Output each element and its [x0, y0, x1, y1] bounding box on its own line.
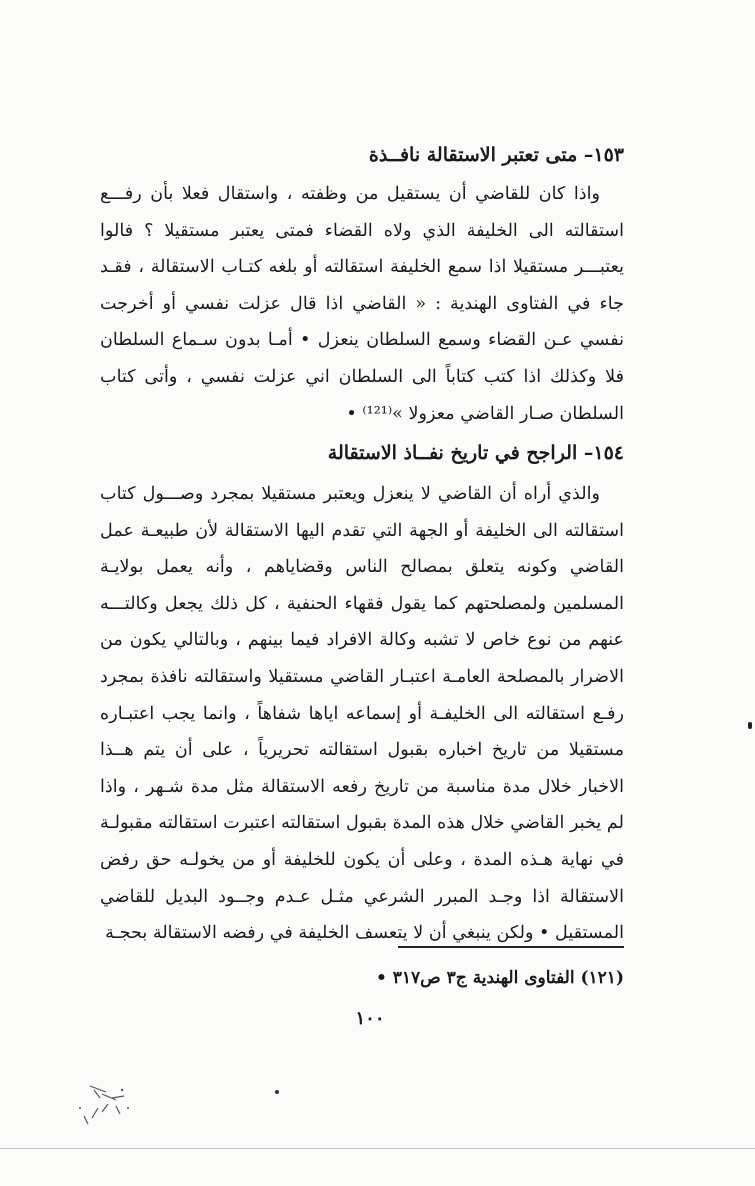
- margin-speck: [748, 722, 752, 729]
- section-154: [100, 436, 624, 952]
- section-153-heading: ١٥٣– متى تعتبر الاستقالة نافــذة: [368, 144, 624, 166]
- footnote: (١٢١) الفتاوى الهندية ج٣ ص٣١٧ •: [375, 968, 624, 988]
- scan-edge-line: [0, 1148, 755, 1149]
- footnote-divider: [398, 946, 624, 948]
- section-153-paragraph: واذا كان للقاضي أن يستقيل من وظفته ، واستقال فعلا بأن رفـــع استقالته الى الخليفة الذي ولاه القضاء فمتى يعتبر مستقيلا ؟ فالوا يعتبـــر مستقيلا اذا سمع الخليفة استقالته أو بلغه كتـاب الاستقالة ، فقـد جاء في الفتاوى الهندية : « القاضي اذا قال عزلت نفسي أو أخرجت نفسي عـن القضاء وسمع السلطان ينعزل • أمـا بدون سـماع السلطان فلا وكذلك اذا كتب كتاباً الى السلطان اني عزلت نفسي ، وأتى كتاب السلطان صـار القاضي معزولا »⁽¹²¹⁾ •: [100, 184, 624, 424]
- scan-noise-mark: [72, 1078, 142, 1130]
- section-154-heading: ١٥٤– الراجح في تاريخ نفــاذ الاستقالة: [327, 442, 624, 464]
- page-number: ١٠٠: [355, 1008, 385, 1029]
- scan-dot: [275, 1090, 279, 1094]
- section-153: [100, 138, 624, 432]
- section-154-paragraph: والذي أراه أن القاضي لا ينعزل ويعتبر مستقيلا بمجرد وصـــول كتاب استقالته الى الخليفة أو الجهة التي تقدم اليها الاستقالة لأن طبيعـة عمل القاضي وكونه يتعلق بمصالح الناس وقضاياهم ، وأنه يعمل بولايـة المسلمين ولمصلحتهم كما يقول فقهاء الحنفية ، كل ذلك يجعل وكالتـــه عنهم من نوع خاص لا تشبه وكالة الافراد فيما بينهم ، وبالتالي يكون من الاضرار بالمصلحة العامـة اعتبـار القاضي مستقيلا واستقالته نافذة بمجرد رفـع استقالته الى الخليفـة أو إسماعه اياها شفاهاً ، وانما يجب اعتبـاره مستقيلا من تاريخ اخباره بقبول استقالته تحريرياً ، على أن يتم هــذا الاخبار خلال مدة مناسبة من تاريخ رفعه الاستقالة مثل مدة شـهر ، واذا لم يخبر القاضي خلال هذه المدة بقبول استقالته اعتبرت استقالته مقبولـة في نهاية هـذه المدة ، وعلى أن يكون للخليفة أو من يخولـه حق رفض الاستقالة اذا وجـد المبرر الشرعي مثـل عـدم وجــود البديل للقاضي المستقيل • ولكن ينبغي أن لا يتعسف الخليفة في رفضه الاستقالة بحجـة: [100, 484, 624, 944]
